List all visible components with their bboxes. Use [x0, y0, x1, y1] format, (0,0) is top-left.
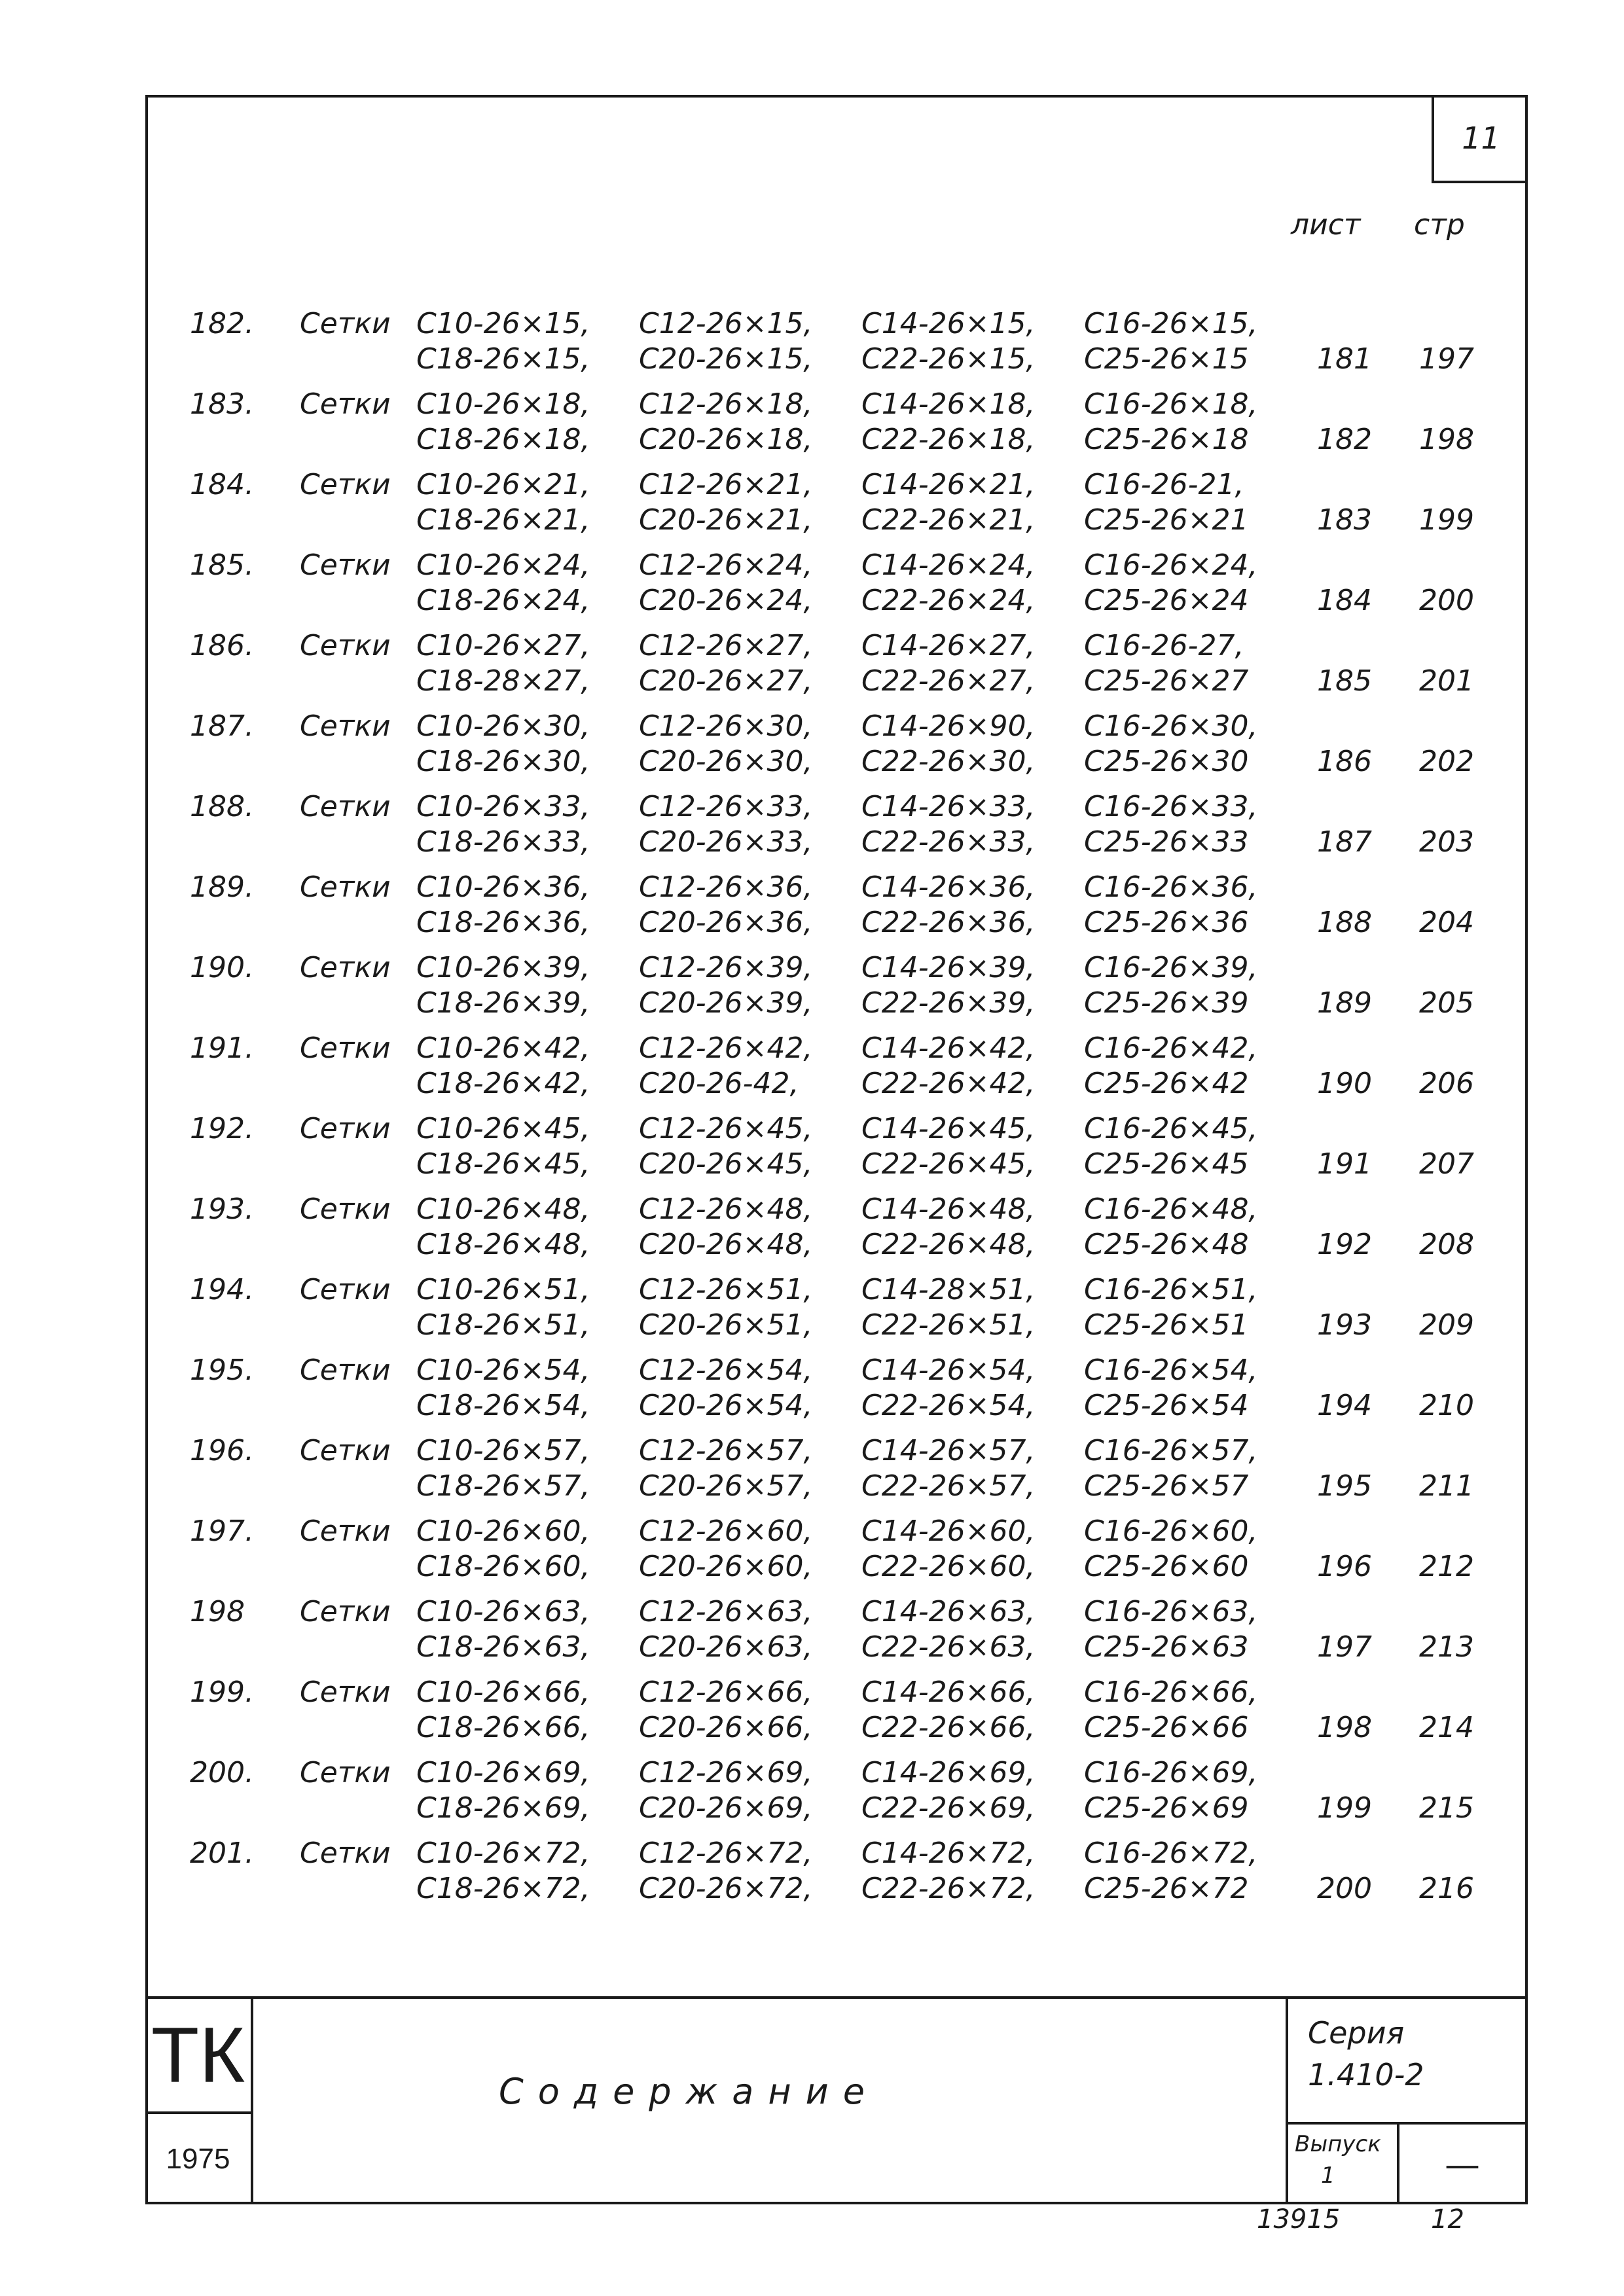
mark-2b: С20-26×39, — [639, 986, 813, 1020]
page-ref: 200 — [1419, 584, 1474, 617]
mark-1b: С18-26×60, — [416, 1550, 590, 1583]
header-sheet: лист — [1291, 208, 1361, 242]
row-number: 188. — [190, 790, 254, 823]
row-label: Сетки — [300, 1595, 391, 1628]
mark-4b: С25-26×45 — [1084, 1147, 1249, 1181]
row-label: Сетки — [300, 790, 391, 823]
contents-row — [0, 465, 1624, 543]
page-ref: 210 — [1419, 1389, 1474, 1422]
mark-4b: С25-26×57 — [1084, 1469, 1249, 1503]
mark-1b: С18-26×18, — [416, 423, 590, 456]
row-number: 198 — [190, 1595, 245, 1628]
mark-2b: С20-26×66, — [639, 1711, 813, 1744]
contents-row — [0, 1029, 1624, 1106]
mark-3b: С22-26×24, — [861, 584, 1036, 617]
logo: ТК — [145, 1999, 253, 2114]
mark-4a: С16-26×39, — [1084, 951, 1258, 984]
mark-1a: С10-26×54, — [416, 1354, 590, 1387]
mark-4b: С25-26×27 — [1084, 664, 1249, 698]
mark-4a: С16-26×69, — [1084, 1756, 1258, 1789]
row-label: Сетки — [300, 1837, 391, 1870]
mark-2a: С12-26×15, — [639, 307, 813, 340]
row-number: 186. — [190, 629, 254, 662]
mark-4a: С16-26-27, — [1084, 629, 1244, 662]
mark-2b: С20-26×33, — [639, 825, 813, 859]
mark-3a: С14-26×72, — [861, 1837, 1036, 1870]
mark-3b: С22-26×66, — [861, 1711, 1036, 1744]
row-number: 187. — [190, 709, 254, 743]
mark-4a: С16-26×54, — [1084, 1354, 1258, 1387]
document-title: Содержание — [499, 2071, 879, 2112]
mark-4a: С16-26×45, — [1084, 1112, 1258, 1145]
mark-2a: С12-26×72, — [639, 1837, 813, 1870]
mark-3b: С22-26×57, — [861, 1469, 1036, 1503]
mark-1b: С18-26×66, — [416, 1711, 590, 1744]
mark-3b: С22-26×54, — [861, 1389, 1036, 1422]
contents-row — [0, 304, 1624, 382]
contents-row — [0, 546, 1624, 623]
mark-3b: С22-26×33, — [861, 825, 1036, 859]
sheet-number: 190 — [1317, 1067, 1372, 1100]
contents-row — [0, 787, 1624, 865]
mark-2a: С12-26×33, — [639, 790, 813, 823]
mark-4b: С25-26×48 — [1084, 1228, 1249, 1261]
mark-2b: С20-26×21, — [639, 503, 813, 537]
row-label: Сетки — [300, 468, 391, 501]
mark-3b: С22-26×51, — [861, 1308, 1036, 1342]
mark-1a: С10-26×51, — [416, 1273, 590, 1306]
mark-3a: С14-26×21, — [861, 468, 1036, 501]
sheet-number: 183 — [1317, 503, 1372, 537]
row-label: Сетки — [300, 1354, 391, 1387]
mark-2b: С20-26×72, — [639, 1872, 813, 1905]
sheet-number: 186 — [1317, 745, 1372, 778]
row-label: Сетки — [300, 870, 391, 904]
mark-2a: С12-26×63, — [639, 1595, 813, 1628]
mark-1b: С18-26×48, — [416, 1228, 590, 1261]
title-block — [145, 1996, 1528, 2204]
mark-4b: С25-26×66 — [1084, 1711, 1249, 1744]
page-ref: 214 — [1419, 1711, 1474, 1744]
mark-2b: С20-26×54, — [639, 1389, 813, 1422]
mark-3b: С22-26×39, — [861, 986, 1036, 1020]
contents-row — [0, 1431, 1624, 1509]
mark-3b: С22-26×30, — [861, 745, 1036, 778]
mark-3a: С14-26×63, — [861, 1595, 1036, 1628]
mark-3a: С14-26×15, — [861, 307, 1036, 340]
contents-row — [0, 1834, 1624, 1911]
mark-3a: С14-26×57, — [861, 1434, 1036, 1467]
mark-4a: С16-26×18, — [1084, 387, 1258, 421]
mark-4a: С16-26×51, — [1084, 1273, 1258, 1306]
mark-3a: С14-26×33, — [861, 790, 1036, 823]
row-number: 197. — [190, 1515, 254, 1548]
contents-row — [0, 948, 1624, 1026]
mark-2a: С12-26×57, — [639, 1434, 813, 1467]
mark-3b: С22-26×45, — [861, 1147, 1036, 1181]
sheet-number: 197 — [1317, 1630, 1372, 1664]
contents-row — [0, 1673, 1624, 1750]
mark-3a: С14-26×36, — [861, 870, 1036, 904]
mark-3b: С22-26×21, — [861, 503, 1036, 537]
mark-1a: С10-26×33, — [416, 790, 590, 823]
sheet-number: 193 — [1317, 1308, 1372, 1342]
mark-1a: С10-26×24, — [416, 548, 590, 582]
mark-4a: С16-26×66, — [1084, 1676, 1258, 1709]
mark-1a: С10-26×15, — [416, 307, 590, 340]
page-ref: 212 — [1419, 1550, 1474, 1583]
mark-3a: С14-26×66, — [861, 1676, 1036, 1709]
mark-2b: С20-26×63, — [639, 1630, 813, 1664]
mark-3b: С22-26×42, — [861, 1067, 1036, 1100]
mark-1a: С10-26×63, — [416, 1595, 590, 1628]
sheet-number: 185 — [1317, 664, 1372, 698]
mark-1b: С18-26×45, — [416, 1147, 590, 1181]
page-ref: 213 — [1419, 1630, 1474, 1664]
row-number: 193. — [190, 1193, 254, 1226]
mark-2a: С12-26×48, — [639, 1193, 813, 1226]
contents-row — [0, 1753, 1624, 1831]
mark-4b: С25-26×60 — [1084, 1550, 1249, 1583]
mark-2b: С20-26×24, — [639, 584, 813, 617]
mark-4b: С25-26×36 — [1084, 906, 1249, 939]
row-number: 183. — [190, 387, 254, 421]
mark-3b: С22-26×15, — [861, 342, 1036, 376]
mark-1a: С10-26×21, — [416, 468, 590, 501]
mark-4b: С25-26×39 — [1084, 986, 1249, 1020]
mark-1a: С10-26×57, — [416, 1434, 590, 1467]
mark-1b: С18-26×69, — [416, 1791, 590, 1825]
contents-row — [0, 1109, 1624, 1187]
header-page: стр — [1414, 208, 1465, 242]
page-ref: 215 — [1419, 1791, 1474, 1825]
mark-4a: С16-26-21, — [1084, 468, 1244, 501]
row-label: Сетки — [300, 1193, 391, 1226]
page-ref: 199 — [1419, 503, 1474, 537]
mark-2b: С20-26×60, — [639, 1550, 813, 1583]
mark-3a: С14-26×24, — [861, 548, 1036, 582]
row-number: 191. — [190, 1031, 254, 1065]
mark-3a: С14-26×45, — [861, 1112, 1036, 1145]
row-label: Сетки — [300, 1515, 391, 1548]
row-label: Сетки — [300, 1112, 391, 1145]
mark-2a: С12-26×24, — [639, 548, 813, 582]
mark-1a: С10-26×30, — [416, 709, 590, 743]
mark-3b: С22-26×36, — [861, 906, 1036, 939]
footer-number: 13915 — [1257, 2204, 1341, 2234]
series — [1308, 2012, 1424, 2096]
contents-row — [0, 1592, 1624, 1670]
mark-1b: С18-26×15, — [416, 342, 590, 376]
row-number: 192. — [190, 1112, 254, 1145]
mark-1b: С18-26×21, — [416, 503, 590, 537]
row-label: Сетки — [300, 548, 391, 582]
mark-1b: С18-26×57, — [416, 1469, 590, 1503]
mark-3a: С14-28×51, — [861, 1273, 1036, 1306]
page-ref: 205 — [1419, 986, 1474, 1020]
sheet-number: 196 — [1317, 1550, 1372, 1583]
mark-4a: С16-26×30, — [1084, 709, 1258, 743]
row-label: Сетки — [300, 1434, 391, 1467]
sheet-number: 182 — [1317, 423, 1372, 456]
contents-row — [0, 1512, 1624, 1589]
row-number: 185. — [190, 548, 254, 582]
issue-extra: — — [1445, 2144, 1480, 2185]
mark-4b: С25-26×21 — [1084, 503, 1249, 537]
mark-4b: С25-26×15 — [1084, 342, 1249, 376]
mark-1a: С10-26×18, — [416, 387, 590, 421]
mark-2a: С12-26×36, — [639, 870, 813, 904]
mark-2b: С20-26×15, — [639, 342, 813, 376]
page-ref: 198 — [1419, 423, 1474, 456]
mark-2b: С20-26×57, — [639, 1469, 813, 1503]
mark-2b: С20-26×45, — [639, 1147, 813, 1181]
mark-1b: С18-26×51, — [416, 1308, 590, 1342]
sheet-number: 189 — [1317, 986, 1372, 1020]
mark-4b: С25-26×18 — [1084, 423, 1249, 456]
issue — [1288, 2125, 1399, 2204]
sheet-number: 200 — [1317, 1872, 1372, 1905]
contents-row — [0, 707, 1624, 784]
mark-1b: С18-26×24, — [416, 584, 590, 617]
sheet-number: 191 — [1317, 1147, 1372, 1181]
series-block — [1286, 1999, 1528, 2204]
mark-3a: С14-26×27, — [861, 629, 1036, 662]
page-ref: 209 — [1419, 1308, 1474, 1342]
page-number: 11 — [1432, 95, 1528, 183]
page-ref: 201 — [1419, 664, 1474, 698]
mark-3a: С14-26×18, — [861, 387, 1036, 421]
mark-1a: С10-26×36, — [416, 870, 590, 904]
mark-3a: С14-26×42, — [861, 1031, 1036, 1065]
mark-4a: С16-26×33, — [1084, 790, 1258, 823]
row-label: Сетки — [300, 1273, 391, 1306]
page-ref: 216 — [1419, 1872, 1474, 1905]
mark-3b: С22-26×60, — [861, 1550, 1036, 1583]
contents-row — [0, 1351, 1624, 1428]
page-ref: 204 — [1419, 906, 1474, 939]
issue-label: Выпуск — [1295, 2131, 1381, 2157]
series-label: Серия — [1308, 2015, 1405, 2051]
row-label: Сетки — [300, 709, 391, 743]
row-number: 190. — [190, 951, 254, 984]
issue-value: 1 — [1321, 2162, 1335, 2189]
mark-2b: С20-26×48, — [639, 1228, 813, 1261]
mark-1a: С10-26×48, — [416, 1193, 590, 1226]
mark-4b: С25-26×51 — [1084, 1308, 1249, 1342]
mark-2b: С20-26×27, — [639, 664, 813, 698]
mark-4b: С25-26×63 — [1084, 1630, 1249, 1664]
series-value: 1.410-2 — [1308, 2057, 1424, 2092]
mark-4a: С16-26×48, — [1084, 1193, 1258, 1226]
mark-4b: С25-26×72 — [1084, 1872, 1249, 1905]
mark-2a: С12-26×45, — [639, 1112, 813, 1145]
mark-3a: С14-26×69, — [861, 1756, 1036, 1789]
mark-2b: С20-26×18, — [639, 423, 813, 456]
sheet-number: 192 — [1317, 1228, 1372, 1261]
page-ref: 202 — [1419, 745, 1474, 778]
row-label: Сетки — [300, 1756, 391, 1789]
mark-1b: С18-26×36, — [416, 906, 590, 939]
row-number: 201. — [190, 1837, 254, 1870]
row-number: 199. — [190, 1676, 254, 1709]
issue-row — [1288, 2122, 1528, 2204]
mark-3a: С14-26×54, — [861, 1354, 1036, 1387]
mark-4b: С25-26×42 — [1084, 1067, 1249, 1100]
contents-row — [0, 868, 1624, 945]
row-number: 195. — [190, 1354, 254, 1387]
mark-1b: С18-26×39, — [416, 986, 590, 1020]
mark-1b: С18-26×42, — [416, 1067, 590, 1100]
row-label: Сетки — [300, 951, 391, 984]
mark-2a: С12-26×69, — [639, 1756, 813, 1789]
mark-1a: С10-26×66, — [416, 1676, 590, 1709]
mark-4b: С25-26×69 — [1084, 1791, 1249, 1825]
mark-2b: С20-26×30, — [639, 745, 813, 778]
row-label: Сетки — [300, 1031, 391, 1065]
contents-row — [0, 626, 1624, 704]
sheet-number: 198 — [1317, 1711, 1372, 1744]
mark-1b: С18-26×30, — [416, 745, 590, 778]
mark-3a: С14-26×60, — [861, 1515, 1036, 1548]
mark-3b: С22-26×69, — [861, 1791, 1036, 1825]
row-number: 189. — [190, 870, 254, 904]
mark-2a: С12-26×51, — [639, 1273, 813, 1306]
sheet-number: 195 — [1317, 1469, 1372, 1503]
mark-2a: С12-26×66, — [639, 1676, 813, 1709]
mark-3b: С22-26×72, — [861, 1872, 1036, 1905]
mark-1a: С10-26×72, — [416, 1837, 590, 1870]
contents-row — [0, 385, 1624, 462]
mark-4a: С16-26×72, — [1084, 1837, 1258, 1870]
mark-1b: С18-26×63, — [416, 1630, 590, 1664]
mark-3a: С14-26×39, — [861, 951, 1036, 984]
mark-1a: С10-26×42, — [416, 1031, 590, 1065]
mark-2b: С20-26-42, — [639, 1067, 799, 1100]
contents-row — [0, 1270, 1624, 1348]
sheet-number: 188 — [1317, 906, 1372, 939]
mark-4a: С16-26×15, — [1084, 307, 1258, 340]
sheet-number: 181 — [1317, 342, 1372, 376]
mark-1a: С10-26×69, — [416, 1756, 590, 1789]
mark-4a: С16-26×42, — [1084, 1031, 1258, 1065]
year: 1975 — [145, 2114, 253, 2204]
row-number: 194. — [190, 1273, 254, 1306]
mark-2a: С12-26×42, — [639, 1031, 813, 1065]
row-label: Сетки — [300, 629, 391, 662]
page-ref: 206 — [1419, 1067, 1474, 1100]
mark-3a: С14-26×90, — [861, 709, 1036, 743]
footer-sheet: 12 — [1431, 2204, 1464, 2234]
mark-2a: С12-26×30, — [639, 709, 813, 743]
mark-4b: С25-26×33 — [1084, 825, 1249, 859]
mark-2b: С20-26×51, — [639, 1308, 813, 1342]
mark-2b: С20-26×36, — [639, 906, 813, 939]
mark-1b: С18-26×54, — [416, 1389, 590, 1422]
mark-3b: С22-26×63, — [861, 1630, 1036, 1664]
mark-2a: С12-26×54, — [639, 1354, 813, 1387]
mark-1b: С18-26×72, — [416, 1872, 590, 1905]
mark-4a: С16-26×60, — [1084, 1515, 1258, 1548]
mark-1a: С10-26×60, — [416, 1515, 590, 1548]
mark-4b: С25-26×30 — [1084, 745, 1249, 778]
row-number: 196. — [190, 1434, 254, 1467]
mark-3b: С22-26×18, — [861, 423, 1036, 456]
mark-1a: С10-26×27, — [416, 629, 590, 662]
sheet-number: 187 — [1317, 825, 1372, 859]
contents-row — [0, 1190, 1624, 1267]
mark-2b: С20-26×69, — [639, 1791, 813, 1825]
mark-4b: С25-26×54 — [1084, 1389, 1249, 1422]
mark-1a: С10-26×45, — [416, 1112, 590, 1145]
sheet-number: 199 — [1317, 1791, 1372, 1825]
mark-4a: С16-26×63, — [1084, 1595, 1258, 1628]
sheet-number: 194 — [1317, 1389, 1372, 1422]
row-number: 200. — [190, 1756, 254, 1789]
mark-2a: С12-26×39, — [639, 951, 813, 984]
mark-2a: С12-26×18, — [639, 387, 813, 421]
row-number: 184. — [190, 468, 254, 501]
mark-1b: С18-28×27, — [416, 664, 590, 698]
page-ref: 207 — [1419, 1147, 1474, 1181]
row-label: Сетки — [300, 1676, 391, 1709]
mark-4a: С16-26×57, — [1084, 1434, 1258, 1467]
mark-1a: С10-26×39, — [416, 951, 590, 984]
page-ref: 211 — [1419, 1469, 1474, 1503]
row-label: Сетки — [300, 307, 391, 340]
row-number: 182. — [190, 307, 254, 340]
mark-2a: С12-26×27, — [639, 629, 813, 662]
page-ref: 197 — [1419, 342, 1474, 376]
sheet-number: 184 — [1317, 584, 1372, 617]
row-label: Сетки — [300, 387, 391, 421]
mark-2a: С12-26×21, — [639, 468, 813, 501]
mark-4a: С16-26×36, — [1084, 870, 1258, 904]
mark-4b: С25-26×24 — [1084, 584, 1249, 617]
mark-2a: С12-26×60, — [639, 1515, 813, 1548]
mark-3a: С14-26×48, — [861, 1193, 1036, 1226]
mark-4a: С16-26×24, — [1084, 548, 1258, 582]
mark-3b: С22-26×27, — [861, 664, 1036, 698]
page-ref: 203 — [1419, 825, 1474, 859]
page-ref: 208 — [1419, 1228, 1474, 1261]
mark-1b: С18-26×33, — [416, 825, 590, 859]
mark-3b: С22-26×48, — [861, 1228, 1036, 1261]
